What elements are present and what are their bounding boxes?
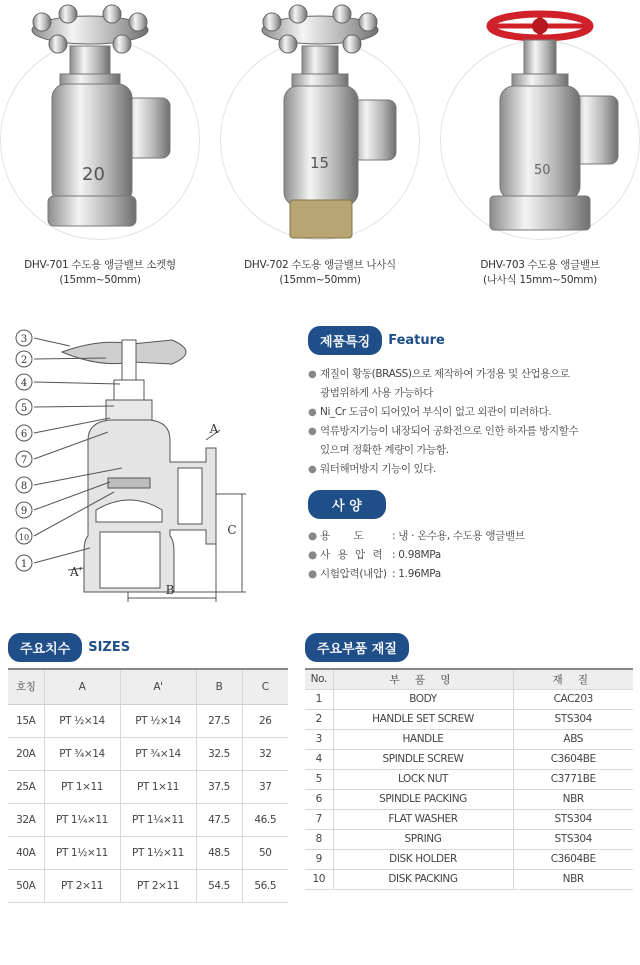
spec-title: 사 양	[308, 490, 386, 519]
callout-10: 10	[18, 533, 30, 542]
product-702-range: (15mm~50mm)	[279, 274, 361, 286]
parts-heading	[305, 633, 409, 662]
feature-item: ● 역류방지기능이 내장되어 공화전으로 인한 하자를 방지할수 있으며 정확한 계량이 가능함.	[308, 425, 579, 456]
sizes-table	[8, 668, 288, 903]
table-row: 32A PT 1¼×11 PT 1¼×11 47.5 46.5	[8, 803, 288, 836]
product-702	[210, 0, 410, 300]
dim-label-c: C	[227, 523, 237, 537]
callout-5: 5	[20, 403, 28, 414]
table-row: 25A PT 1×11 PT 1×11 37.5 37	[8, 770, 288, 803]
feature-section	[308, 326, 633, 479]
table-row: 4 SPINDLE SCREW C3604BE	[305, 749, 633, 769]
table-row: 20A PT ¾×14 PT ¾×14 32.5 32	[8, 737, 288, 770]
valve-cross-section-diagram	[10, 322, 300, 607]
callout-9: 9	[20, 506, 28, 517]
valve-701-mark: 20	[82, 164, 105, 185]
product-703-model: DHV-703 수도용 앵글밸브	[480, 259, 600, 271]
table-row: 40A PT 1½×11 PT 1½×11 48.5 50	[8, 836, 288, 869]
table-row: 10 DISK PACKING NBR	[305, 869, 633, 889]
product-703-range: (나사식 15mm~50mm)	[483, 274, 597, 286]
table-row: 5 LOCK NUT C3771BE	[305, 769, 633, 789]
callout-8: 8	[20, 481, 28, 492]
callout-1: 1	[20, 559, 28, 570]
spec-item-use: ● 용 도 : 냉 · 온수용, 수도용 앵글밸브	[308, 530, 525, 542]
feature-item: ● 재질이 황동(BRASS)으로 제작하여 가정용 및 산업용으로 광범위하게 사용 가능하다	[308, 368, 570, 399]
spec-item-test-pressure: ● 시험압력(내압) : 1.96MPa	[308, 568, 441, 580]
valve-703-mark: 50	[534, 163, 551, 178]
table-row: 3 HANDLE ABS	[305, 729, 633, 749]
callout-3: 3	[20, 334, 28, 345]
parts-table	[305, 668, 633, 890]
feature-title: 제품특징	[308, 326, 382, 355]
table-row: 8 SPRING STS304	[305, 829, 633, 849]
sizes-heading	[8, 633, 130, 662]
dim-label-a-prime: A'	[70, 565, 82, 579]
callout-2: 2	[20, 355, 28, 366]
product-701-range: (15mm~50mm)	[59, 274, 141, 286]
spec-list	[308, 527, 633, 584]
feature-item: ● 워터해머방지 기능이 있다.	[308, 463, 436, 475]
sizes-title: 주요치수	[8, 633, 82, 662]
valve-701-image	[0, 0, 210, 250]
dim-label-b: B	[165, 583, 175, 597]
product-703	[430, 0, 630, 300]
feature-item: ● Ni_Cr 도금이 되어있어 부식이 없고 외관이 미려하다.	[308, 406, 552, 418]
callout-7: 7	[20, 455, 28, 466]
valve-703-image	[430, 0, 640, 250]
dim-label-a: A	[209, 422, 219, 436]
feature-list	[308, 365, 633, 479]
spec-item-pressure: ● 사 용 압 력 : 0.98MPa	[308, 549, 441, 561]
sizes-title-en: SIZES	[88, 640, 131, 655]
callout-6: 6	[20, 429, 28, 440]
valve-702-mark: 15	[310, 154, 330, 172]
table-row: 15A PT ½×14 PT ½×14 27.5 26	[8, 704, 288, 737]
valve-702-image	[210, 0, 430, 250]
spec-section	[308, 490, 633, 584]
table-row: 50A PT 2×11 PT 2×11 54.5 56.5	[8, 869, 288, 902]
table-row: 7 FLAT WASHER STS304	[305, 809, 633, 829]
product-701	[0, 0, 190, 300]
table-header-row: 호칭 A A' B C	[8, 669, 288, 704]
table-row: 2 HANDLE SET SCREW STS304	[305, 709, 633, 729]
feature-title-en: Feature	[388, 333, 445, 348]
table-row: 9 DISK HOLDER C3604BE	[305, 849, 633, 869]
table-row: 6 SPINDLE PACKING NBR	[305, 789, 633, 809]
table-header-row: No. 부 품 명 재 질	[305, 669, 633, 689]
parts-title: 주요부품 재질	[305, 633, 409, 662]
table-row: 1 BODY CAC203	[305, 689, 633, 709]
product-701-model: DHV-701 수도용 앵글밸브 소켓형	[24, 259, 176, 271]
callout-4: 4	[20, 378, 28, 389]
product-702-model: DHV-702 수도용 앵글밸브 나사식	[244, 259, 396, 271]
